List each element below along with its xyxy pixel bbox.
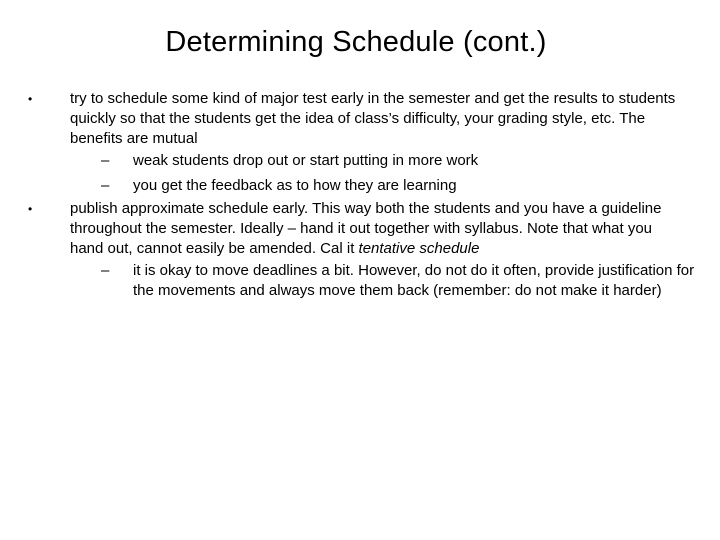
sub-item-3 <box>101 261 713 301</box>
bullet-text: try to schedule some kind of major test early in the semester and get the results to students quickly so that the students get the idea of class’s difficulty, your grading style, etc. The benefits are mutual <box>70 90 676 147</box>
bullet-item-1 <box>28 89 678 196</box>
bullet-marker: • <box>28 202 33 216</box>
bullet-text-regular: publish approximate schedule early. This way both the students and you have a guideline throughout the semester. Ideally – hand it out together with syllabus. Note that what you hand out, cannot easily be amended. Cal it <box>70 200 662 257</box>
sub-list <box>70 151 678 196</box>
bullet-text <box>70 199 678 259</box>
bullet-item-2 <box>28 199 695 301</box>
sub-text: it is okay to move deadlines a bit. However, do not do it often, provide justification for the movements and always move them back (remember: do not make it harder) <box>133 262 695 299</box>
sub-item-1 <box>101 151 678 171</box>
slide-title: Determining Schedule (cont.) <box>165 26 547 58</box>
sub-marker: – <box>101 262 110 279</box>
sub-marker: – <box>101 177 110 194</box>
sub-marker: – <box>101 152 110 169</box>
sub-text: weak students drop out or start putting in more work <box>133 152 479 169</box>
sub-item-2 <box>101 176 678 196</box>
bullet-marker: • <box>28 92 33 106</box>
bullet-list <box>28 89 695 306</box>
sub-text: you get the feedback as to how they are learning <box>133 177 457 194</box>
bullet-text-italic: tentative schedule <box>358 240 480 257</box>
sub-list <box>70 261 695 301</box>
